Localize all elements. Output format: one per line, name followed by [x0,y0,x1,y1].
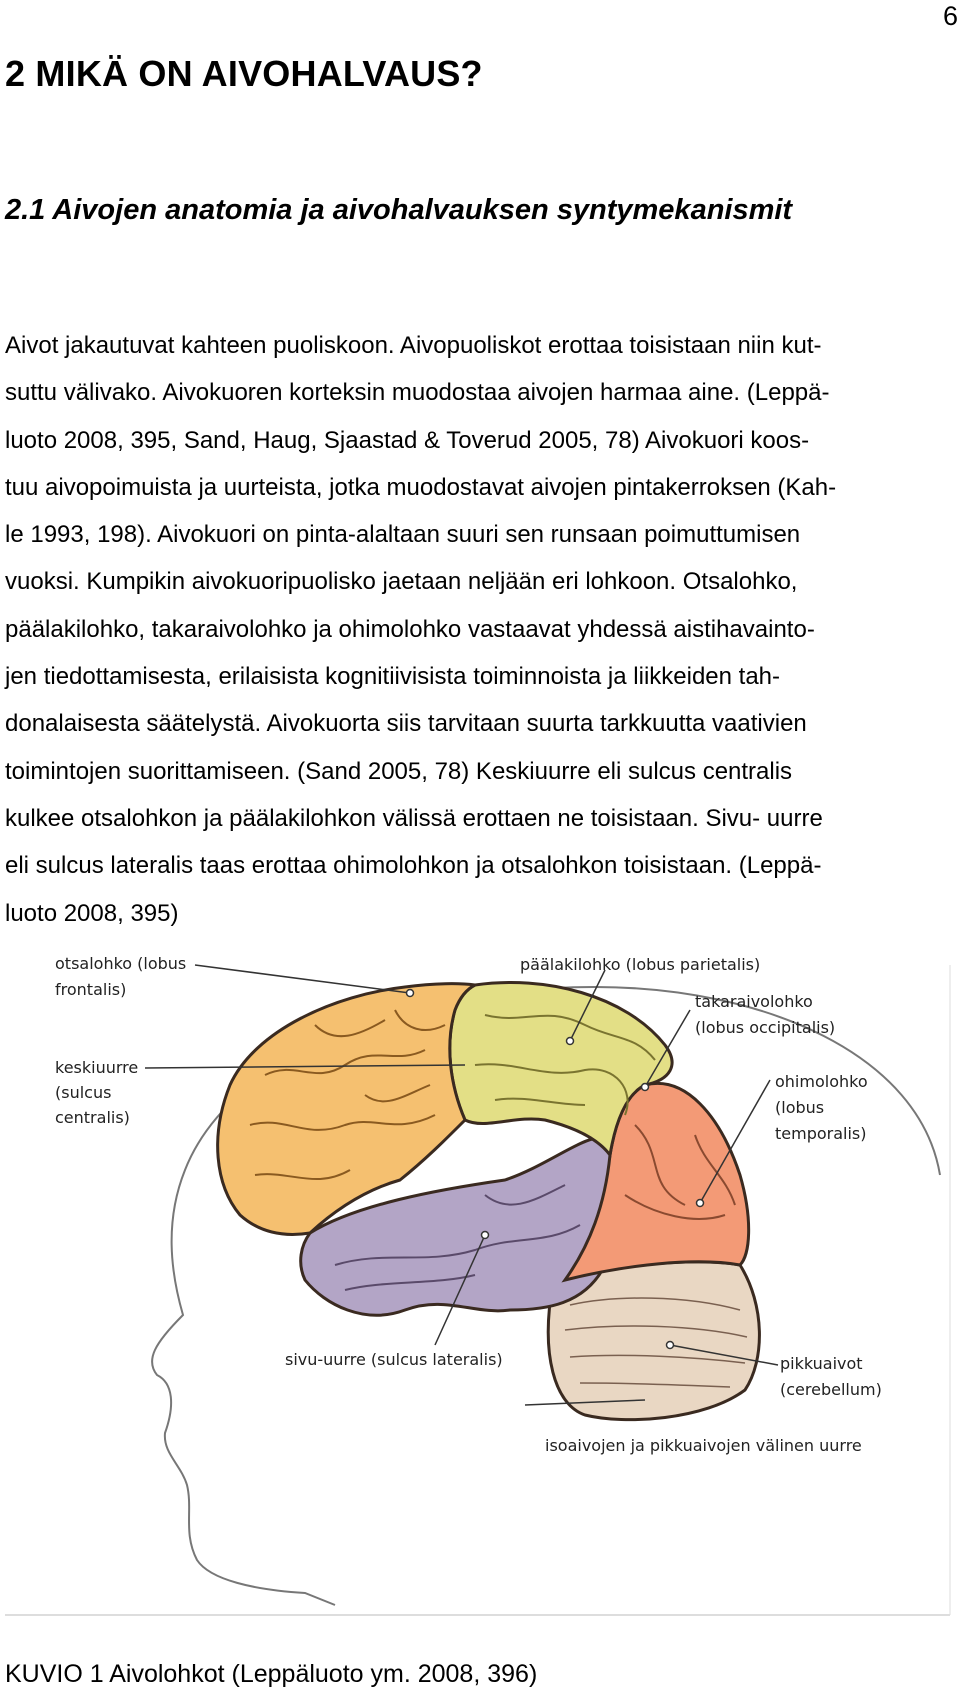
paragraph-line: le 1993, 198). Aivokuori on pinta-alaltaan suuri sen runsaan poimuttumisen [5,521,801,549]
paragraph-line: suttu välivako. Aivokuoren korteksin muodostaa aivojen harmaa aine. (Leppä- [5,379,830,407]
page-number: 6 [942,1,958,31]
paragraph-line: tuu aivopoimuista ja uurteista, jotka muodostavat aivojen pintakerroksen (Kah- [5,473,837,501]
label-occipital-lobe-latin: (lobus occipitalis) [695,1018,836,1037]
label-central-sulcus-latin-2: centralis) [55,1108,130,1127]
label-frontal-lobe-latin: frontalis) [55,980,127,999]
label-temporal-lobe-latin-1: (lobus [775,1098,825,1117]
body-paragraph [5,322,955,937]
label-cerebellum-latin: (cerebellum) [780,1380,882,1399]
label-transverse-fissure: isoaivojen ja pikkuaivojen välinen uurre [545,1436,862,1455]
paragraph-line: luoto 2008, 395) [5,899,179,927]
paragraph-line: Aivot jakautuvat kahteen puoliskoon. Aivopuoliskot erottaa toisistaan niin kut- [5,332,822,359]
figure-caption: KUVIO 1 Aivolohkot (Leppäluoto ym. 2008, 396) [5,1660,538,1688]
paragraph-line: toimintojen suorittamiseen. (Sand 2005, 78) Keskiuurre eli sulcus centralis [5,757,793,785]
section-heading: 2.1 Aivojen anatomia ja aivohalvauksen syntymekanismit [5,194,793,226]
label-lateral-sulcus: sivu-uurre (sulcus lateralis) [285,1350,503,1369]
paragraph-line: eli sulcus lateralis taas erottaa ohimolohkon ja otsalohkon toisistaan. (Leppä- [5,852,822,880]
label-central-sulcus-latin-1: (sulcus [55,1083,112,1102]
label-temporal-lobe: ohimolohko [775,1072,868,1091]
label-central-sulcus: keskiuurre [55,1058,139,1077]
brain-diagram [5,954,951,1617]
paragraph-line: jen tiedottamisesta, erilaisista kognitiivisista toiminnoista ja liikkeiden tah- [5,663,781,691]
label-frontal-lobe: otsalohko (lobus [55,954,187,973]
label-occipital-lobe: takaraivolohko [695,992,813,1011]
label-parietal-lobe: päälakilohko (lobus parietalis) [520,955,761,974]
brain-lobes-figure [5,954,951,1617]
chapter-heading: 2 MIKÄ ON AIVOHALVAUS? [5,53,483,94]
label-cerebellum: pikkuaivot [780,1354,863,1373]
paragraph-line: donalaisesta säätelystä. Aivokuorta siis tarvitaan suurta tarkkuutta vaativien [5,710,807,738]
paragraph-line: luoto 2008, 395, Sand, Haug, Sjaastad & Toverud 2005, 78) Aivokuori koos- [5,426,810,454]
label-temporal-lobe-latin-2: temporalis) [775,1124,867,1143]
paragraph-line: päälakilohko, takaraivolohko ja ohimolohko vastaavat yhdessä aistihavainto- [5,615,815,643]
paragraph-line: vuoksi. Kumpikin aivokuoripuolisko jaetaan neljään eri lohkoon. Otsalohko, [5,568,798,596]
paragraph-line: kulkee otsalohkon ja päälakilohkon välissä erottaen ne toisistaan. Sivu- uurre [5,804,823,832]
